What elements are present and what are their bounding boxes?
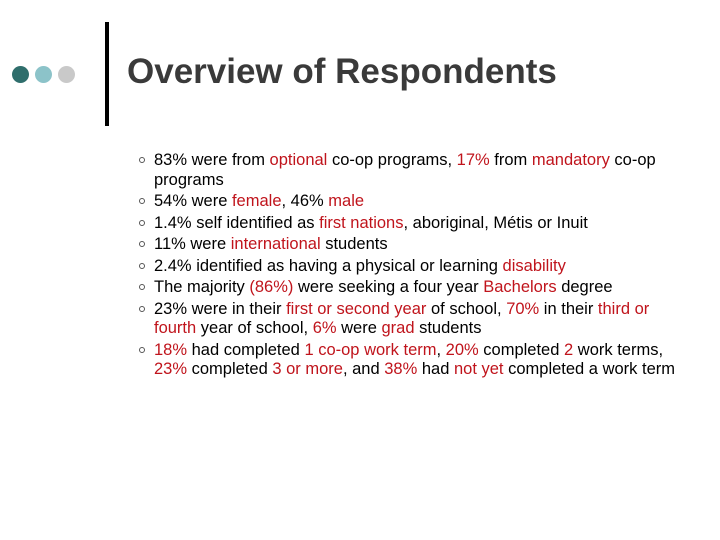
bullet-item bbox=[142, 257, 682, 277]
bullet-marker-icon bbox=[139, 220, 145, 226]
bullet-text: completed bbox=[478, 340, 564, 359]
bullet-text: 83% were from bbox=[154, 151, 270, 169]
highlighted-text: mandatory bbox=[531, 151, 610, 169]
highlighted-text: 2 bbox=[564, 340, 574, 359]
bullet-list bbox=[142, 151, 682, 382]
highlighted-text: first or second year bbox=[286, 299, 427, 318]
bullet-marker-icon bbox=[139, 241, 145, 247]
bullet-text: completed bbox=[187, 360, 273, 378]
highlighted-text: 18% bbox=[154, 340, 188, 359]
bullet-text: completed a work term bbox=[503, 360, 675, 378]
bullet-text: from bbox=[489, 151, 532, 169]
highlighted-text: female bbox=[231, 192, 282, 210]
highlighted-text: Bachelors bbox=[483, 278, 557, 296]
highlighted-text: (86%) bbox=[249, 278, 294, 296]
highlighted-text: grad bbox=[381, 319, 415, 337]
bullet-text: of school, bbox=[426, 299, 507, 318]
bullet-text: work terms, bbox=[573, 340, 664, 359]
bullet-text: The majority bbox=[154, 278, 250, 296]
bullet-item bbox=[142, 192, 682, 212]
bullet-text: 2.4% identified as having a physical or learning bbox=[154, 256, 503, 275]
bullet-text: degree bbox=[556, 278, 613, 296]
dot-mid-icon bbox=[35, 66, 52, 83]
highlighted-text: 3 or more bbox=[272, 360, 343, 378]
highlighted-text: 17% bbox=[456, 151, 490, 169]
bullet-text: , and bbox=[342, 360, 385, 378]
highlighted-text: international bbox=[230, 235, 321, 253]
bullet-text: 23% were in their bbox=[154, 299, 287, 318]
highlighted-text: 23% bbox=[154, 360, 188, 378]
decorative-dots bbox=[12, 66, 75, 83]
bullet-marker-icon bbox=[139, 263, 145, 269]
highlighted-text: optional bbox=[269, 151, 328, 169]
bullet-text: were bbox=[336, 319, 382, 337]
highlighted-text: third or fourth bbox=[154, 299, 650, 337]
bullet-marker-icon bbox=[139, 306, 145, 312]
bullet-text: had completed bbox=[187, 340, 305, 359]
bullet-item bbox=[142, 278, 682, 298]
bullet-text: students bbox=[414, 319, 482, 337]
slide-title: Overview of Respondents bbox=[127, 52, 557, 91]
highlighted-text: 1 co-op work term bbox=[304, 340, 437, 359]
bullet-marker-icon bbox=[139, 284, 145, 290]
bullet-text: , 46% bbox=[281, 192, 329, 210]
highlighted-text: 20% bbox=[445, 340, 479, 359]
bullet-text: co-op programs bbox=[154, 151, 656, 189]
highlighted-text: not yet bbox=[453, 360, 504, 378]
bullet-text: had bbox=[417, 360, 454, 378]
title-divider bbox=[105, 22, 109, 126]
bullet-text: co-op programs, bbox=[327, 151, 457, 169]
highlighted-text: disability bbox=[502, 256, 566, 275]
highlighted-text: 70% bbox=[506, 299, 540, 318]
bullet-text: , aboriginal, Métis or Inuit bbox=[403, 213, 588, 232]
dot-light-icon bbox=[58, 66, 75, 83]
bullet-text: in their bbox=[539, 299, 598, 318]
dot-dark-icon bbox=[12, 66, 29, 83]
bullet-marker-icon bbox=[139, 347, 145, 353]
bullet-text: were seeking a four year bbox=[293, 278, 484, 296]
bullet-text: year of school, bbox=[196, 319, 313, 337]
bullet-text: , bbox=[436, 340, 446, 359]
highlighted-text: first nations bbox=[319, 213, 404, 232]
bullet-item bbox=[142, 214, 682, 234]
bullet-item bbox=[142, 341, 682, 380]
highlighted-text: male bbox=[328, 192, 365, 210]
highlighted-text: 38% bbox=[384, 360, 418, 378]
bullet-item bbox=[142, 235, 682, 255]
bullet-text: 54% were bbox=[154, 192, 232, 210]
bullet-marker-icon bbox=[139, 198, 145, 204]
bullet-marker-icon bbox=[139, 157, 145, 163]
bullet-item bbox=[142, 300, 682, 339]
bullet-text: 1.4% self identified as bbox=[154, 213, 320, 232]
highlighted-text: 6% bbox=[312, 319, 337, 337]
bullet-item bbox=[142, 151, 682, 190]
bullet-text: 11% were bbox=[154, 235, 231, 253]
bullet-text: students bbox=[320, 235, 388, 253]
